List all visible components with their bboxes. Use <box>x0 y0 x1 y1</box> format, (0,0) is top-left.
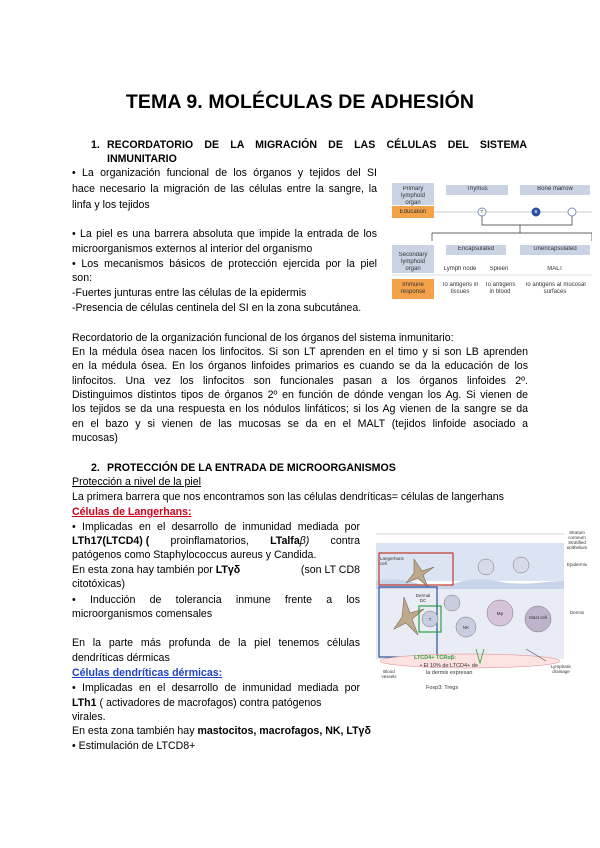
layer-stratified-epithelium: Stratified epithelium <box>566 540 588 550</box>
treg-note-line1: • El 10% de LTCD4+ de <box>420 663 478 669</box>
lth17-term: LTh17(LTCD4) <box>72 535 143 547</box>
bone-marrow-label: Bone marrow <box>537 186 573 192</box>
blood-vessels-label: Blood vessels <box>381 669 397 679</box>
response-tissues: To antigens in tissues <box>441 282 479 295</box>
page-title: TEMA 9. MOLÉCULAS DE ADHESIÓN <box>125 91 475 113</box>
contra-term: contra <box>330 535 360 547</box>
dermal-cells-delta: δ <box>364 725 371 737</box>
dermal-b2 <box>72 725 371 739</box>
bullet2-line1: • La piel es una barrera absoluta que impide la entrada de los <box>72 228 377 240</box>
langerhans-b1-line1: • Implicadas en el desarrollo de inmunidad mediada por <box>72 521 360 533</box>
section1-heading-line1: RECORDATORIO DE LA MIGRACIÓN DE LAS CÉLULAS DEL SISTEMA <box>107 139 527 151</box>
epidermal-t-cell-1 <box>478 559 494 575</box>
ltgd-delta: δ <box>233 564 241 576</box>
langerhans-b3-line2: microorganismos comensales <box>72 608 213 620</box>
bullet1-line1: • La organización funcional de los órganos y tejidos del SI <box>72 167 377 179</box>
skin-immune-figure <box>376 531 589 679</box>
section1-heading-line2: INMUNITARIO <box>107 153 177 165</box>
zona-text: En esta zona hay también por <box>72 564 216 576</box>
paragraph-line8: mucosas) <box>72 432 118 444</box>
epidermal-t-cell-2 <box>513 557 529 573</box>
dermal-dc-label: Dermal DC <box>415 593 431 603</box>
paragraph-line2: En la médula ósea nacen los linfocitos. Si son LT aprenden en el timo y si son LB aprenden <box>72 346 528 358</box>
node-b-label: B <box>534 209 538 214</box>
lth1-term: LTh1 <box>72 697 97 709</box>
layer-stratum-corneum: Stratum corneum <box>568 530 586 540</box>
paragraph-line6: los tejidos se da una respuesta en los nódulos linfáticos; si los Ag vienen de la sangre se da <box>72 403 528 415</box>
thymus-label: Thymus <box>466 186 488 192</box>
treg-note-title: LTCD4+ TCRαβ: <box>414 655 456 661</box>
paragraph-line7: en el bazo y si vienen de las mucosas se da en el MALT (tejidos linfoide asociado a <box>72 418 528 430</box>
beta-term: β) <box>299 535 310 547</box>
secondary-label: Secondary lymphoid organ <box>398 252 428 272</box>
nk-label: NK <box>462 625 470 630</box>
section2-intro: La primera barrera que nos encontramos son las células dendríticas= células de langerhans <box>72 491 504 503</box>
lymphoid-organs-figure <box>392 183 592 308</box>
lymphatic-drainage-label: Lymphatic drainage <box>550 664 572 674</box>
encapsulated-label: Encapsulated <box>457 246 495 252</box>
dermal-b1-line3: virales. <box>72 711 106 723</box>
ltcd8-text: (son LT CD8 <box>300 564 360 576</box>
section1-number: 1. <box>91 139 100 151</box>
unencapsulated-label: Unencapsulated <box>533 246 577 252</box>
paragraph-line3: en la médula ósea. En los órganos linfoides primarios es cuando se da la educación de los <box>72 360 528 372</box>
mast-cell-label: Mast cell <box>529 615 547 620</box>
dermal-b3: • Estimulación de LTCD8+ <box>72 740 196 752</box>
ltalfa-term: LTalfa <box>270 535 300 547</box>
langerhans-b1-line3: patógenos como Staphylococcus aureus y Candida. <box>72 549 317 561</box>
immune-response-label: Immune response <box>400 282 426 295</box>
layer-epidermis: Epidermis <box>566 562 587 567</box>
education-label: Education <box>399 209 427 215</box>
bullet3-line2: son: <box>72 272 93 284</box>
spleen-label: Spleen <box>489 266 509 272</box>
bullet3-line1: • Los mecanismos básicos de protección ejercida por la piel <box>72 258 377 270</box>
langerhans-title: Células de Langerhans: <box>72 506 192 518</box>
proinflam-term: proinflamatorios, <box>170 535 249 547</box>
bullet1-line3: linfa y los tejidos <box>72 199 150 211</box>
dermal-b2-text: En esta zona también hay <box>72 725 198 737</box>
deep-skin-line2: dendríticas dérmicas <box>72 652 170 664</box>
deep-skin-line1: En la parte más profunda de la piel tenemos células <box>72 637 360 649</box>
paragraph-line4: linfocitos. Una vez los linfocitos son funcionales pasan a los órganos linfoides 2º. <box>72 375 528 387</box>
langerhans-b2-line1 <box>72 564 360 578</box>
treg-note-line2: la dermis expresan <box>426 670 473 676</box>
layer-dermis: Dermis <box>569 610 585 615</box>
item-sentinel: -Presencia de células centinela del SI en la zona subcutánea. <box>72 302 362 314</box>
langerhans-cell-label: Langerhans cell <box>380 556 404 566</box>
response-mucosal: To antigens at mucosal surfaces <box>524 282 586 295</box>
langerhans-b2-line2: citotóxicas) <box>72 578 125 590</box>
lymph-node-label: Lymph node <box>443 266 477 272</box>
response-blood: To antigens in blood <box>484 282 516 295</box>
bullet1-line2: hace necesario la migración de las células entre la sangre, la <box>72 183 377 195</box>
item-junctions: -Fuertes junturas entre las células de la epidermis <box>72 287 307 299</box>
dermal-cells-term: mastocitos, macrofagos, NK, LTγ <box>197 725 365 737</box>
treg-note-line3: Foxp3: Tregs <box>426 685 459 691</box>
b-cell-node-2 <box>568 208 576 216</box>
macrophage-label: Mφ <box>496 611 504 616</box>
lth17-paren: ( <box>142 535 150 547</box>
dermal-b1-line1: • Implicadas en el desarrollo de inmunidad mediada por <box>72 682 360 694</box>
ltgd-term: LTγ <box>215 564 234 576</box>
paragraph-line5: Distinguimos distintos tipos de órganos 2º en función de dónde vengan los Ag. Si vienen de <box>72 389 528 401</box>
bullet2-line2: microorganismos externos al interior del organismo <box>72 243 313 255</box>
node-t-label: T <box>480 209 484 214</box>
lth1-desc: ( activadores de macrofagos) contra patógenos <box>96 697 322 709</box>
section2-subheading: Protección a nivel de la piel <box>72 476 201 488</box>
dermal-dc-title: Células dendríticas dérmicas: <box>72 667 223 679</box>
langerhans-b3-line1: • Inducción de tolerancia inmune frente a los <box>72 594 360 606</box>
dermal-t-label: T <box>428 617 432 622</box>
malt-label: MALT <box>547 266 563 272</box>
paragraph-line1: Recordatorio de la organización funcional de los órganos del sistema inmunitario: <box>72 332 454 344</box>
primary-label: Primary lymphoid organ <box>400 186 425 206</box>
section2-heading: PROTECCIÓN DE LA ENTRADA DE MICROORGANISMOS <box>107 462 396 474</box>
section2-number: 2. <box>91 462 100 474</box>
dermal-b1-line2 <box>72 697 321 711</box>
dermal-t-cell-2 <box>444 595 460 611</box>
langerhans-b1-line2 <box>72 535 360 549</box>
